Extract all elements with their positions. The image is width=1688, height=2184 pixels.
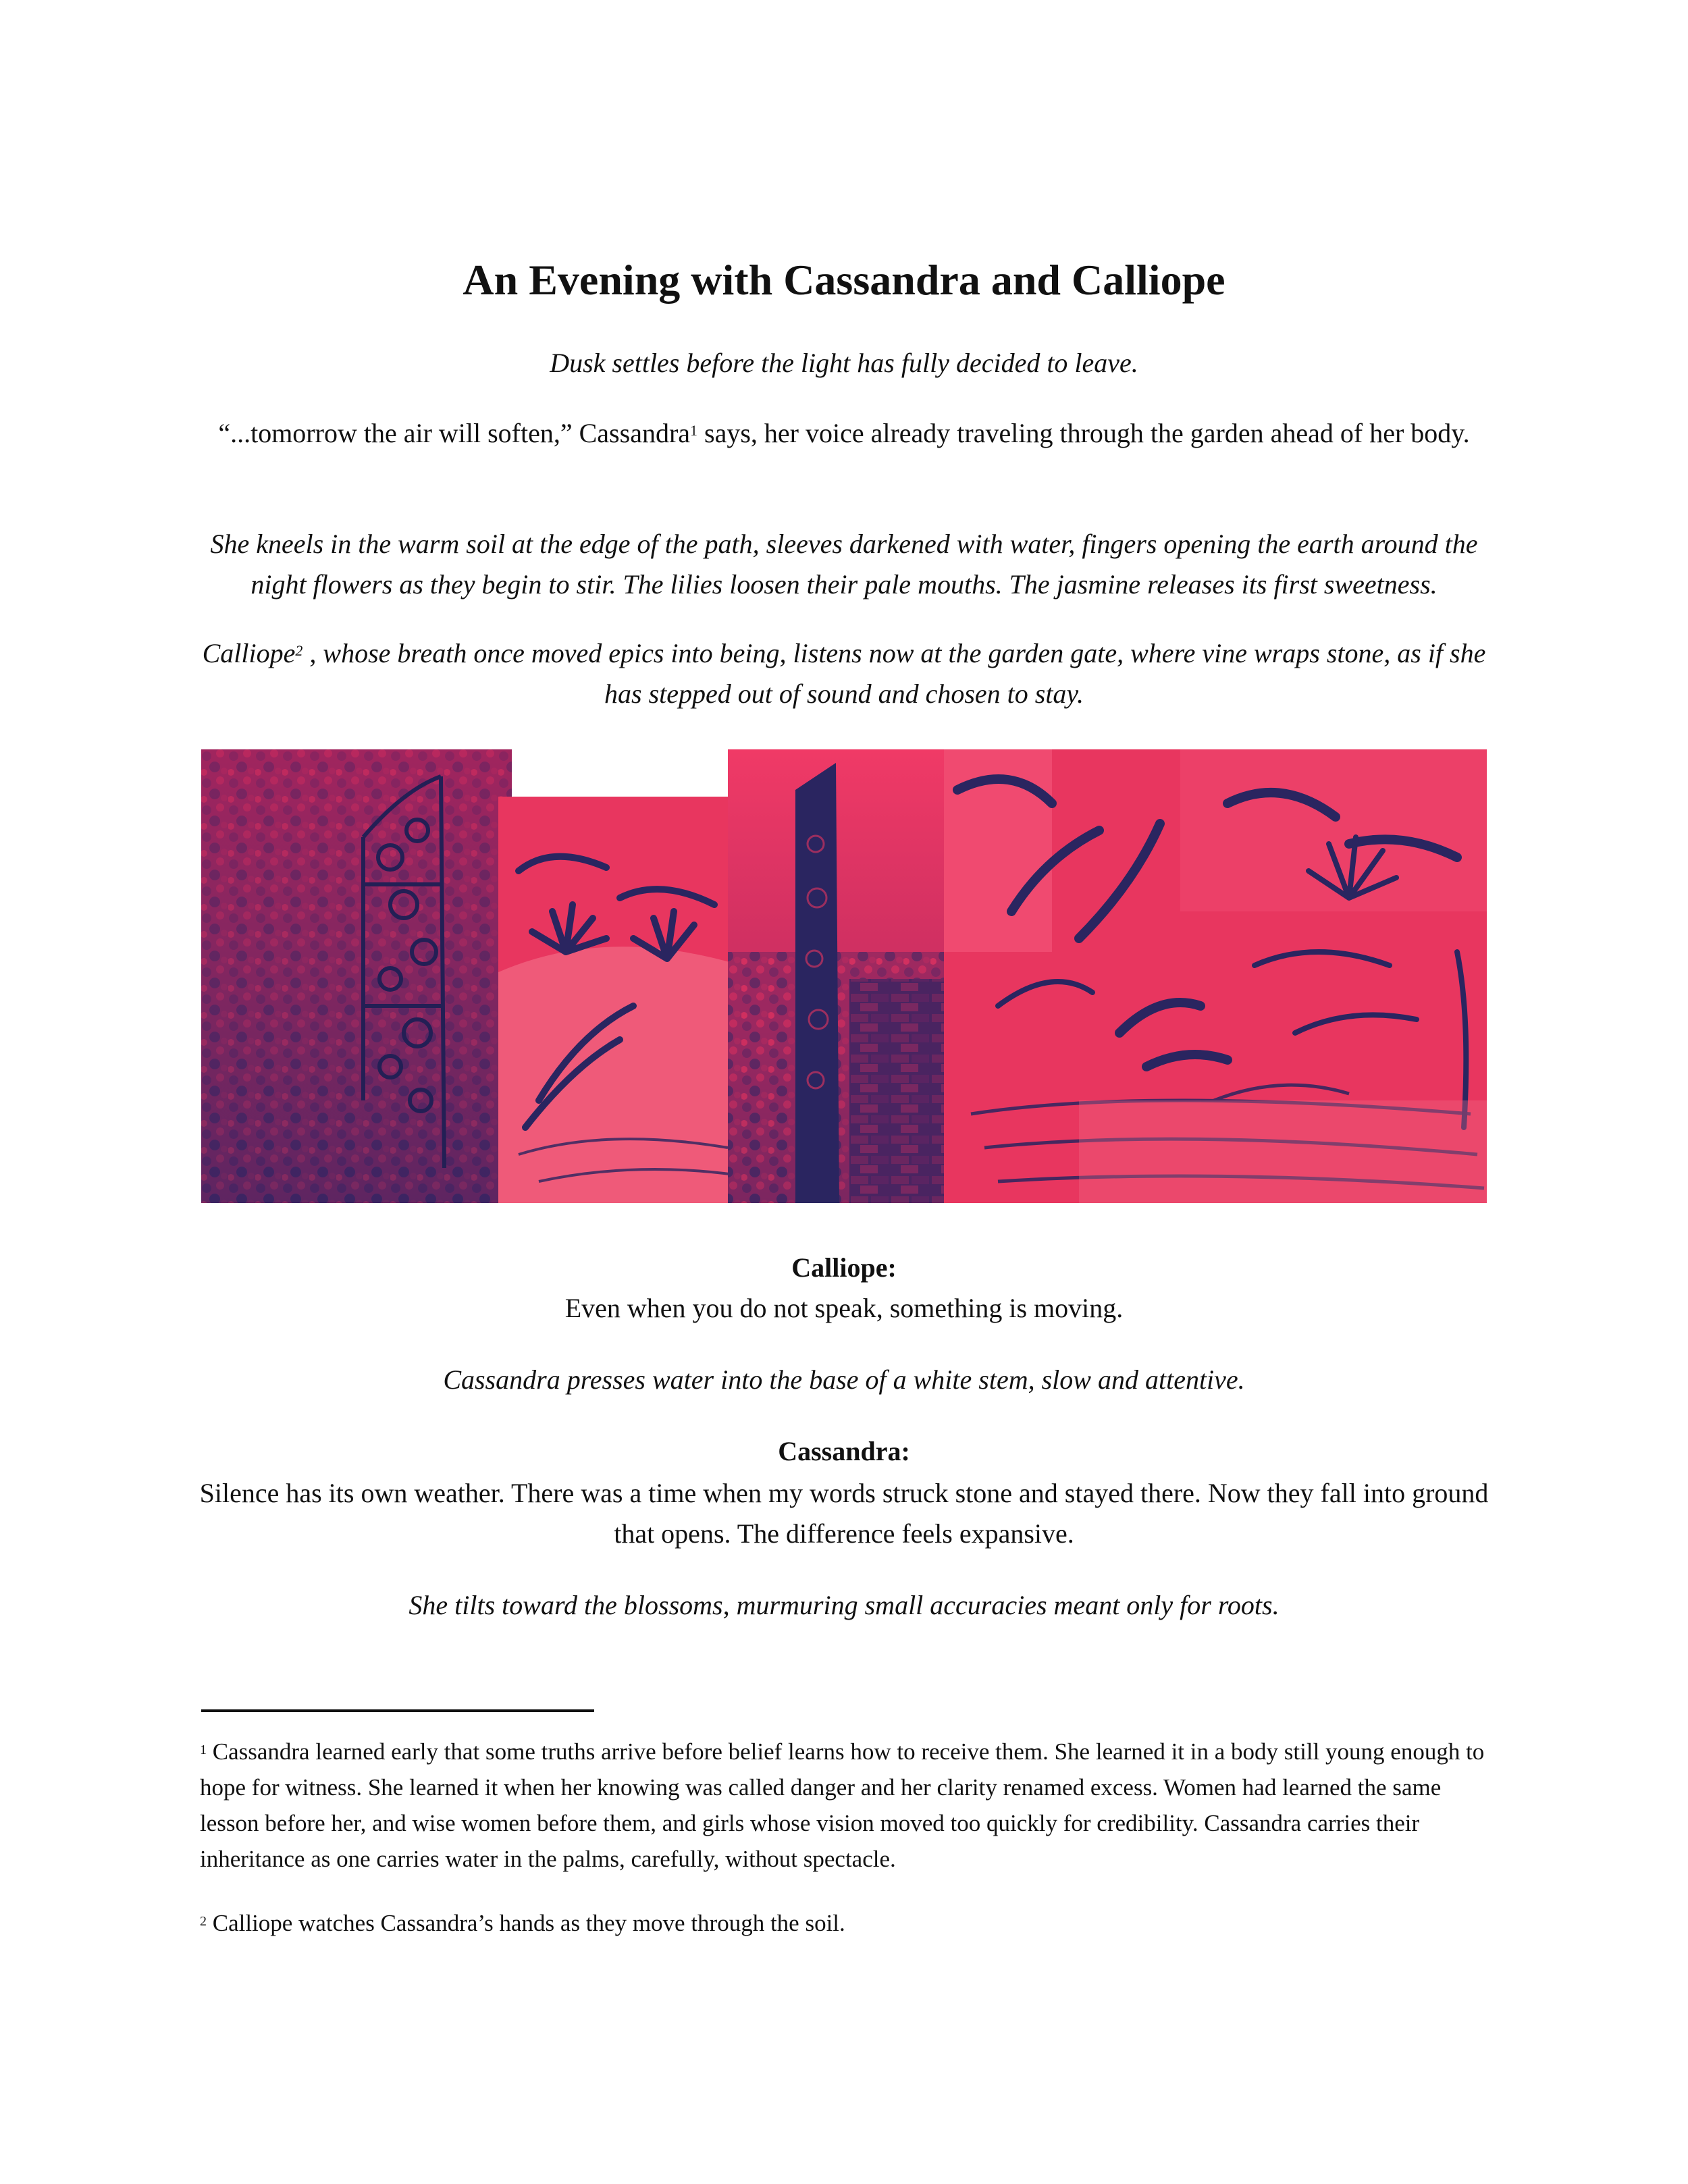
- footnote-separator: [201, 1709, 594, 1712]
- footnote-1-number: 1: [200, 1742, 207, 1757]
- garden-gate-collage-image: [201, 749, 1487, 1203]
- cassandra-dialogue-line: Silence has its own weather. There was a time when my words struck stone and stayed there. Now they fall into ground that opens. The difference feels expansive.: [199, 1478, 1489, 1549]
- footnote-1: [200, 1734, 1496, 1877]
- opening-quote: [196, 413, 1492, 454]
- quote-text-start: “...tomorrow the air will soften,” Cassandra: [218, 418, 691, 448]
- footnote-1-text: Cassandra learned early that some truths arrive before belief learns how to receive them. She learned it in a body still young enough to hope for witness. She learned it when her knowing was called danger and her clarity renamed excess. Women had learned the same lesson before her, and wise women before them, and girls whose vision moved too quickly for credibility. Cassandra carries their inheritance as one carries water in the palms, carefully, without spectacle.: [200, 1738, 1485, 1872]
- footnote-ref-2: 2: [295, 642, 303, 659]
- footnote-ref-1: 1: [690, 422, 698, 439]
- footnote-2-text: Calliope watches Cassandra’s hands as they move through the soil.: [207, 1910, 845, 1936]
- quote-text-end: says, her voice already traveling through the garden ahead of her body.: [697, 418, 1470, 448]
- calliope-dialogue-line: Even when you do not speak, something is moving.: [564, 1293, 1124, 1323]
- stage-direction-dusk: Dusk settles before the light has fully decided to leave.: [550, 348, 1138, 378]
- document-title: An Evening with Cassandra and Calliope: [463, 256, 1225, 304]
- stage-direction-tilts: She tilts toward the blossoms, murmuring small accuracies meant only for roots.: [408, 1590, 1280, 1620]
- stage-direction-kneels: She kneels in the warm soil at the edge of the path, sleeves darkened with water, fingers opening the earth around the night flowers as they begin to stir. The lilies loosen their pale mouths. The jasmine releases its first sweetness.: [210, 529, 1478, 600]
- speaker-label-calliope: Calliope:: [791, 1252, 897, 1283]
- calliope-intro-text: , whose breath once moved epics into being, listens now at the garden gate, where vine wraps stone, as if she has stepped out of sound and chosen to stay.: [302, 638, 1486, 709]
- calliope-name: Calliope: [202, 638, 296, 668]
- speaker-label-cassandra: Cassandra:: [778, 1436, 910, 1466]
- stage-direction-calliope: [196, 633, 1492, 714]
- footnote-2-number: 2: [200, 1914, 207, 1929]
- stage-direction-presses: Cassandra presses water into the base of a white stem, slow and attentive.: [443, 1364, 1245, 1395]
- footnote-2: [200, 1905, 1496, 1941]
